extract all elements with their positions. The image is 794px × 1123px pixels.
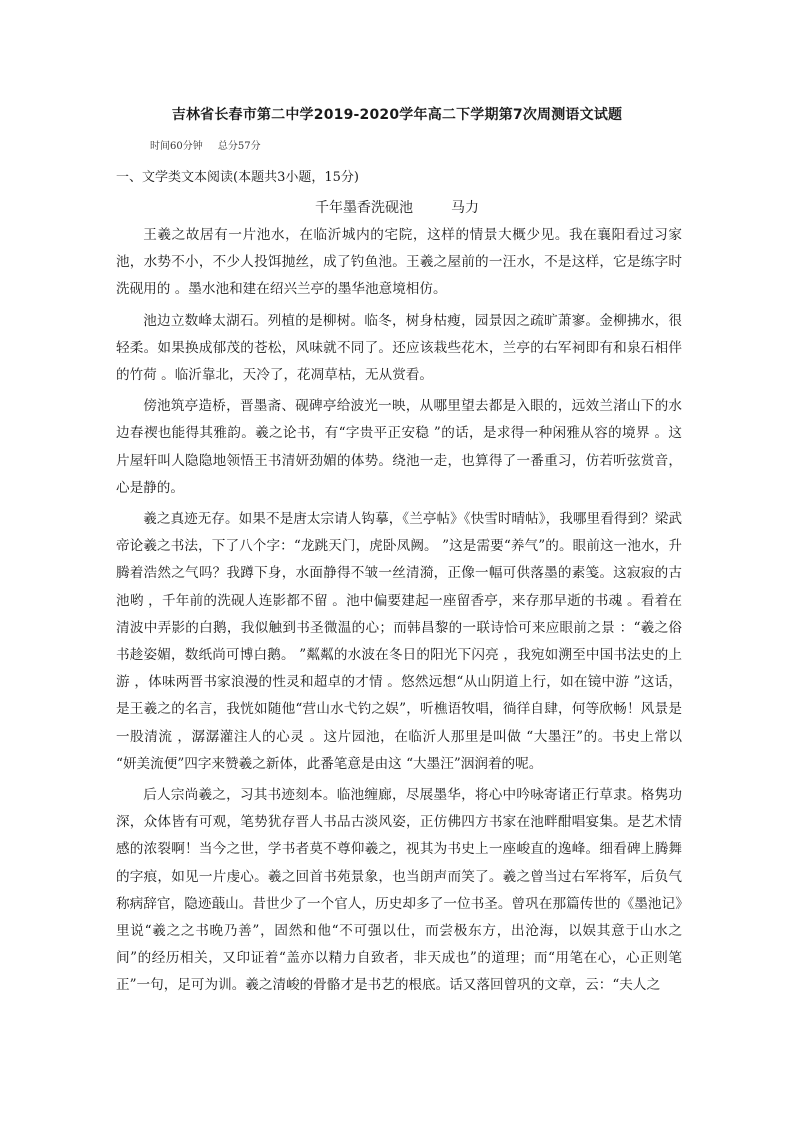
paragraph: 池边立数峰太湖石。列植的是柳树。临冬，树身枯瘦，园景因之疏旷萧寥。金柳拂水，很轻柔。如果换成郁茂的苍松，风味就不同了。还应该栽些花木，兰亭的右军祠即有和泉石相伴的竹荷 。临沂靠北，天冷了，花凋草枯，无从赏看。 <box>116 312 682 384</box>
section-heading: 一、文学类文本阅读(本题共3小题，15分) <box>116 170 359 185</box>
article-header <box>0 197 794 217</box>
total-score: 总分57分 <box>217 141 261 152</box>
exam-meta <box>150 137 261 152</box>
exam-title: 吉林省长春市第二中学2019-2020学年高二下学期第7次周测语文试题 <box>171 107 623 123</box>
article-author: 马力 <box>451 200 479 216</box>
paragraph: 王羲之故居有一片池水，在临沂城内的宅院，这样的情景大概少见。我在襄阳看过习家池，水势不小，不少人投饵抛丝，成了钓鱼池。王羲之屋前的一汪水，不是这样，它是练字时洗砚用的 。墨水池和建在绍兴兰亭的墨华池意境相仿。 <box>116 227 682 298</box>
paragraph: 羲之真迹无存。如果不是唐太宗请人钩摹，《兰亭帖》《快雪时晴帖》，我哪里看得到？梁武帝论羲之书法，下了八个字：“龙跳天门，虎卧凤阙。 ”这是需要“养气”的。眼前这一池水，升腾着浩然之气吗？我蹲下身，水面静得不皱一丝清漪，正像一幅可供落墨的素笺。这寂寂的古池哟 ，千年前的洗砚人连影都不留 。池中偏要建起一座留香亭，来存那早逝的书魂 。看着在清波中弄影的白鹅，我似触到书圣微温的心；而韩昌黎的一联诗恰可来应眼前之景 ：“羲之俗书趁姿媚，数纸尚可博白鹅。 ”粼粼的水波在冬日的阳光下闪亮 ，我宛如溯至中国书法史的上游 ，体味两晋书家浪漫的性灵和超卓的才情 。悠然远想“从山阴道上行，如在镜中游 ”这话，是王羲之的名言，我恍如随他“营山水弋钓之娱”，听樵语牧唱，徜徉自肆，何等欣畅！风景是一股清流 ，潺潺灌注人的心灵 。这片园池，在临沂人那里是叫做 “大墨汪”的。书史上常以 “妍美流便”四字来赞羲之新体，此番笔意是由这 “大墨汪”洇润着的呢。 <box>116 511 682 772</box>
paragraph: 傍池筑亭造桥，晋墨斋、砚碑亭给波光一映，从哪里望去都是入眼的，远效兰渚山下的水边春禊也能得其雅韵。羲之论书，有“字贵平正安稳 ”的话，是求得一种闲雅从容的境界 。这片屋轩叫人隐隐地领悟王书清妍劲媚的体势。绕池一走，也算得了一番重习，仿若听弦赏音，心是静的。 <box>116 398 682 496</box>
article-title: 千年墨香洗砚池 <box>315 200 413 216</box>
paragraph: 后人宗尚羲之，习其书迹刻本。临池缠廊，尽展墨华，将心中吟咏寄诸正行草隶。格隽功深，众体皆有可观，笔势犹存晋人书品古淡风姿，正仿佛四方书家在池畔酣唱宴集。是艺术情感的浓裂啊！当今之世，学书者莫不尊仰羲之，视其为书史上一座峻直的逸峰。细看碑上腾舞的字痕，如见一片虔心。羲之回首书苑景象，也当朗声而笑了。羲之曾当过右军将军，后负气称病辞官，隐迹蕺山。昔世少了一个官人，历史却多了一位书圣。曾巩在那篇传世的《墨池记》里说“羲之之书晚乃善”，固然和他“不可强以仕，而尝极东方，出沧海，以娱其意于山水之间”的经历相关，又印证着“盖亦以精力自致者，非天成也”的道理；而“用笔在心，心正则笔正”一句，足可为训。羲之清峻的骨骼才是书艺的根底。话又落回曾巩的文章，云：“夫人之 <box>116 787 682 994</box>
time-limit: 时间60分钟 <box>150 141 203 152</box>
article-body <box>116 222 682 1000</box>
